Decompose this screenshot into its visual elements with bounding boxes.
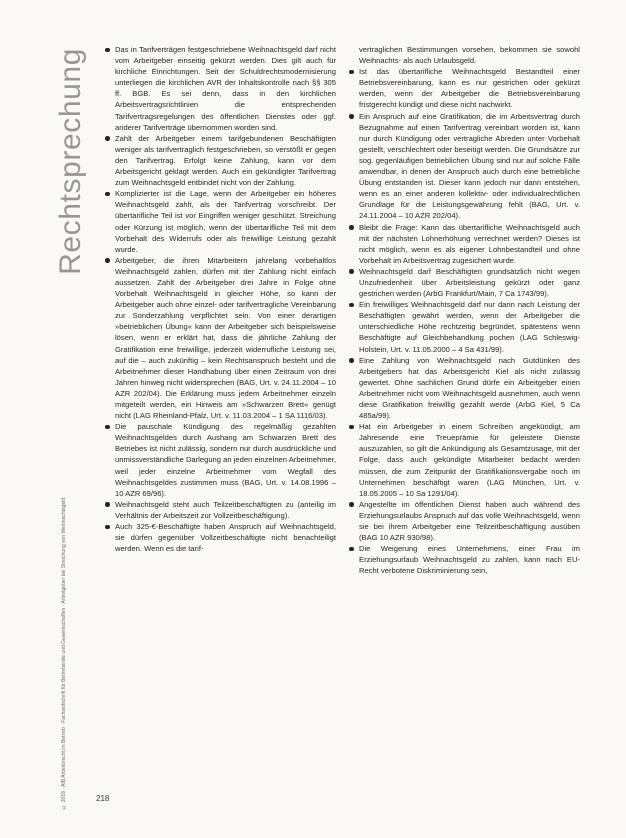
vertical-credit <box>58 498 70 810</box>
bullet-item: Auch 325-€-Beschäftigte haben Anspruch auf Weihnachtsgeld, sie dürfen gegenüber Vollzeitbeschäftigte nicht benachteiligt werden. Wenn es die tarif- <box>104 521 336 554</box>
bullet-item: Die pauschale Kündigung des regelmäßig gezahlten Weihnachtsgeldes durch Aushang am Schwarzen Brett des Betriebes ist nicht zulässig, sondern nur durch ausdrückliche und unmissverständliche Darlegung an jeden einzelnen Arbeitnehmer, weil jeder einzelne Arbeitnehmer vom Wegfall des Weihnachtsgeldes zustimmen muss (BAG, Urt. v. 14.08.1996 – 10 AZR 69/96). <box>104 421 336 499</box>
bullet-item: Zahlt der Arbeitgeber einem tarifgebundenen Beschäftigten weniger als tarifvertraglich festgeschrieben, so verstößt er gegen den Tarifvertrag. Erfolgt keine Zahlung, kann vor dem Arbeitsgericht geklagt werden. Auch ein gekündigter Tarifvertrag zum Weihnachtsgeld entbindet nicht von der Zahlung. <box>104 133 336 188</box>
right-column <box>348 44 580 577</box>
bullet-item: Hat ein Arbeitgeber in einem Schreiben angekündigt, am Jahresende eine Treueprämie für geleistete Dienste auszuzahlen, so gilt die Ankündigung als Gesamtzusage, mit der Folge, dass auch gekündigte Mitarbeiter bedacht werden müssen, die zum Zeitpunkt der Gratifikationsvergabe noch im Unternehmen beschäftigt waren (LAG München, Urt. v. 18.05.2005 – 10 Sa 1291/04). <box>348 421 580 499</box>
bullet-item: Das in Tarifverträgen festgeschriebene Weihnachtsgeld darf nicht vom Arbeitgeber einseitig gekürzt werden. Dies gilt auch für kirchliche Einrichtungen. Seit der Schuldrechtsmodernisierung unterliegen die kirchlichen AVR der Inhaltskontrolle nach §§ 305 ff. BGB. Es sei denn, dass in den kirchlichen Arbeitsvertragsrichtlinien die entsprechenden Tarifvertragsregelungen des öffentlichen Dienstes oder ggf. anderer Tarifverträge übernommen worden sind. <box>104 44 336 133</box>
section-title <box>52 48 90 275</box>
section-title-text: Rechtsprechung <box>54 48 87 275</box>
bullet-item: Ist das übertarifliche Weihnachtsgeld Bestandteil einer Betriebsvereinbarung, kann es nur gestrichen oder gekürzt werden, wenn der Arbeitgeber die Betriebsvereinbarung fristgerecht kündigt und diese nicht nachwirkt. <box>348 66 580 110</box>
vertical-credit-text: © 2018 · AIB Arbeitsrecht im Betrieb · Fachzeitschrift für Betriebsräte und Gewerkschaften · Arbeitgeber bei Streichung von Weihnachtsgeld <box>61 498 67 810</box>
bullet-item: Weihnachtsgeld steht auch Teilzeitbeschäftigten zu (anteilig im Verhältnis der Arbeitszeit zur Vollzeitbeschäftigung). <box>104 499 336 521</box>
bullet-item: Komplizierter ist die Lage, wenn der Arbeitgeber ein höheres Weihnachtsgeld zahlt, als der Tarifvertrag vorschreibt. Der übertarifliche Teil ist vor Eingriffen weniger geschützt. Streichung oder Kürzung ist möglich, wenn der übertarifliche Teil mit dem Vorbehalt des Widerrufs oder als freiwillige Leistung gezahlt wurde. <box>104 188 336 255</box>
bullet-item: Arbeitgeber, die ihren Mitarbeitern jahrelang vorbehaltlos Weihnachtsgeld zahlen, dürfen mit der Zahlung nicht einfach aussetzen. Zahlt der Arbeitgeber drei Jahre in Folge ohne Vorbehalt Weihnachtsgeld in gleicher Höhe, so kann der Arbeitgeber auch ohne einzel- oder tarifvertragliche Vereinbarung zur Sonderzahlung verpflichtet sein. Von einer derartigen »betrieblichen Übung« kann der Arbeitgeber sich beispielsweise lösen, wenn er erklärt hat, dass die jährliche Zahlung der Gratifikation eine freiwillige, jederzeit widerrufliche Leistung sei, auf die – auch zukünftig – kein Rechtsanspruch besteht und die Arbeitnehmer dieser Handhabung über einen Zeitraum von drei Jahren hinweg nicht widersprechen (BAG, Urt. v. 24.11.2004 – 10 AZR 202/04). Die Erklärung muss jedem Arbeitnehmer einzeln mitgeteilt werden, ein Hinweis am »Schwarzen Brett« genügt nicht (LAG Rheinland-Pfalz, Urt. v. 11.03.2004 – 1 SA 1116/03). <box>104 255 336 421</box>
bullet-item: Bleibt die Frage: Kann das übertarifliche Weihnachtsgeld auch mit der nächsten Lohnerhöhung verrechnet werden? Dieses ist nicht möglich, wenn es als eigener Lohnbestandteil und ohne Vorbehalt im Arbeitsvertrag zugesichert wurde. <box>348 222 580 266</box>
bullet-item: Die Weigerung eines Unternehmens, einer Frau im Erziehungsurlaub Weihnachtsgeld zu zahlen, kann nach EU-Recht verbotene Diskriminierung sein, <box>348 543 580 576</box>
bullet-item: Weihnachtsgeld darf Beschäftigten grundsätzlich nicht wegen Unzufriedenheit über Arbeitsleistung gekürzt oder ganz gestrichen werden (ArbG Frankfurt/Main, 7 Ca 1743/99). <box>348 266 580 299</box>
bullet-item: Angestellte im öffentlichen Dienst haben auch während des Erziehungsurlaubs Anspruch auf das volle Weihnachtsgeld, wenn sie bei ihrem Arbeitgeber eine Teilzeitbeschäftigung ausüben (BAG 10 AZR 930/98). <box>348 499 580 543</box>
page-number: 218 <box>96 794 110 803</box>
continued-text: vertraglichen Bestimmungen vorsehen, bekommen sie sowohl Weihnachts- als auch Urlaubsgeld. <box>359 45 580 66</box>
bullet-item: Ein Anspruch auf eine Gratifikation, die im Arbeitsvertrag durch Bezugnahme auf einen Tarifvertrag vereinbart worden ist, kann nur durch Kündigung oder vertragliche Abreden unter Vorbehalt gestellt, verschlechtert oder beseitigt werden. Die Grundsätze zur sog. gegenläufigen betrieblichen Übung sind nur auf solche Fälle anwendbar, in denen der Anspruch auch durch eine betriebliche Übung entstanden ist. Dieser kann jedoch nur dann entstehen, wenn es an einer anderen kollektiv- oder individualrechtlichen Grundlage für die Leistungsgewährung fehlt (BAG, Urt. v. 24.11.2004 – 10 AZR 202/04). <box>348 111 580 222</box>
bullet-item: Ein freiwilliges Weihnachtsgeld darf nur dann nach Leistung der Beschäftigten gewährt werden, wenn der Arbeitgeber die unterschiedliche Höhe rechtzeitig begründet, spätestens wenn Beschäftigte auf Gleichbehandlung pochen (LAG Schleswig-Holstein, Urt. v. 11.05.2000 – 4 Sa 431/99). <box>348 299 580 354</box>
left-column <box>104 44 336 554</box>
bullet-item: Eine Zahlung von Weihnachtsgeld nach Gutdünken des Arbeitgebers hat das Arbeitsgericht Kiel als nicht zulässig gewertet. Ohne sachlichen Grund dürfe ein Arbeitgeber einen Arbeitnehmer nicht vom Weihnachtsgeld ausnehmen, auch wenn diese Gratifikation freiwillig gezahlt werde (ArbG Kiel, 5 Ca 485a/99). <box>348 355 580 422</box>
